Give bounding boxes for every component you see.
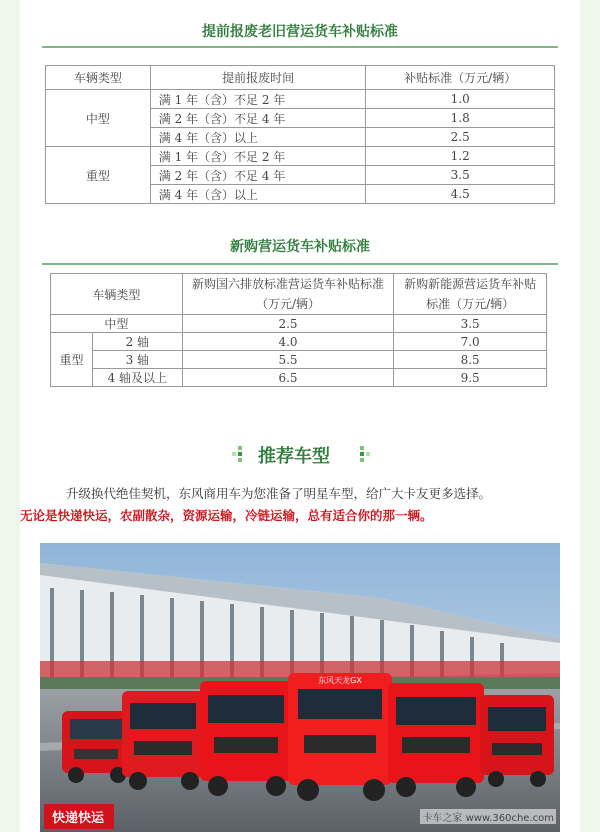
table-row xyxy=(51,369,547,387)
table-header-row xyxy=(46,66,555,90)
subsidy-cell: 1.2 xyxy=(366,147,555,166)
subsidy-cell: 4.5 xyxy=(366,185,555,204)
scrap-time-cell: 满 1 年（含）不足 2 年 xyxy=(150,90,366,109)
subsidy-cell: 1.0 xyxy=(366,90,555,109)
table-row xyxy=(46,147,555,166)
truck-label: 东风天龙GX xyxy=(318,676,362,685)
scrap-time-cell: 满 4 年（含）以上 xyxy=(150,128,366,147)
axle-cell: 3 轴 xyxy=(92,351,182,369)
header-scrap-time: 提前报废时间 xyxy=(150,66,366,90)
title-divider xyxy=(42,263,558,265)
guo6-cell: 4.0 xyxy=(182,333,394,351)
vehicle-type-cell: 中型 xyxy=(46,90,151,147)
scrap-subsidy-table xyxy=(45,65,555,204)
sparkle-icon xyxy=(232,446,248,462)
guo6-cell: 6.5 xyxy=(182,369,394,387)
article-page xyxy=(20,0,580,832)
recommend-title: 推荐车型 xyxy=(258,446,330,467)
guo6-cell: 5.5 xyxy=(182,351,394,369)
watermark: 卡车之家 www.360che.com xyxy=(420,809,556,824)
table-row xyxy=(51,333,547,351)
header-subsidy: 补贴标准（万元/辆） xyxy=(366,66,555,90)
truck-lineup-photo xyxy=(40,543,560,832)
recommend-highlight: 无论是快递快运，农副散杂，资源运输，冷链运输，总有适合你的那一辆。 xyxy=(20,508,433,523)
vehicle-type-cell: 重型 xyxy=(46,147,151,204)
new-purchase-subsidy-table xyxy=(50,273,547,387)
category-badge: 快递快运 xyxy=(44,804,114,829)
table-row xyxy=(46,90,555,109)
axle-cell: 2 轴 xyxy=(92,333,182,351)
subsidy-cell: 3.5 xyxy=(366,166,555,185)
header-nev-subsidy: 新购新能源营运货车补贴标准（万元/辆） xyxy=(394,274,547,315)
nev-cell: 9.5 xyxy=(394,369,547,387)
table-header-row xyxy=(51,274,547,315)
vehicle-type-cell: 中型 xyxy=(51,315,183,333)
axle-cell: 4 轴及以上 xyxy=(92,369,182,387)
header-vehicle-type: 车辆类型 xyxy=(51,274,183,315)
nev-cell: 7.0 xyxy=(394,333,547,351)
title-divider xyxy=(42,46,558,48)
scrap-time-cell: 满 1 年（含）不足 2 年 xyxy=(150,147,366,166)
recommend-section-header xyxy=(20,442,580,468)
scrap-time-cell: 满 4 年（含）以上 xyxy=(150,185,366,204)
subsidy-cell: 1.8 xyxy=(366,109,555,128)
left-margin xyxy=(0,0,20,832)
nev-cell: 3.5 xyxy=(394,315,547,333)
scrap-time-cell: 满 2 年（含）不足 4 年 xyxy=(150,166,366,185)
recommend-intro: 升级换代绝佳契机，东风商用车为您准备了明星车型，给广大卡友更多选择。 xyxy=(66,486,492,501)
scrap-subsidy-title: 提前报废老旧营运货车补贴标准 xyxy=(202,24,398,40)
subsidy-cell: 2.5 xyxy=(366,128,555,147)
right-margin xyxy=(580,0,600,832)
sparkle-icon xyxy=(354,446,370,462)
header-vehicle-type: 车辆类型 xyxy=(46,66,151,90)
vehicle-type-cell: 重型 xyxy=(51,333,93,387)
truck-lineup-illustration xyxy=(40,543,560,832)
guo6-cell: 2.5 xyxy=(182,315,394,333)
new-purchase-subsidy-title: 新购营运货车补贴标准 xyxy=(230,239,370,255)
table-row xyxy=(51,315,547,333)
table-row xyxy=(51,351,547,369)
scrap-time-cell: 满 2 年（含）不足 4 年 xyxy=(150,109,366,128)
header-guo6-subsidy: 新购国六排放标准营运货车补贴标准（万元/辆） xyxy=(182,274,394,315)
nev-cell: 8.5 xyxy=(394,351,547,369)
